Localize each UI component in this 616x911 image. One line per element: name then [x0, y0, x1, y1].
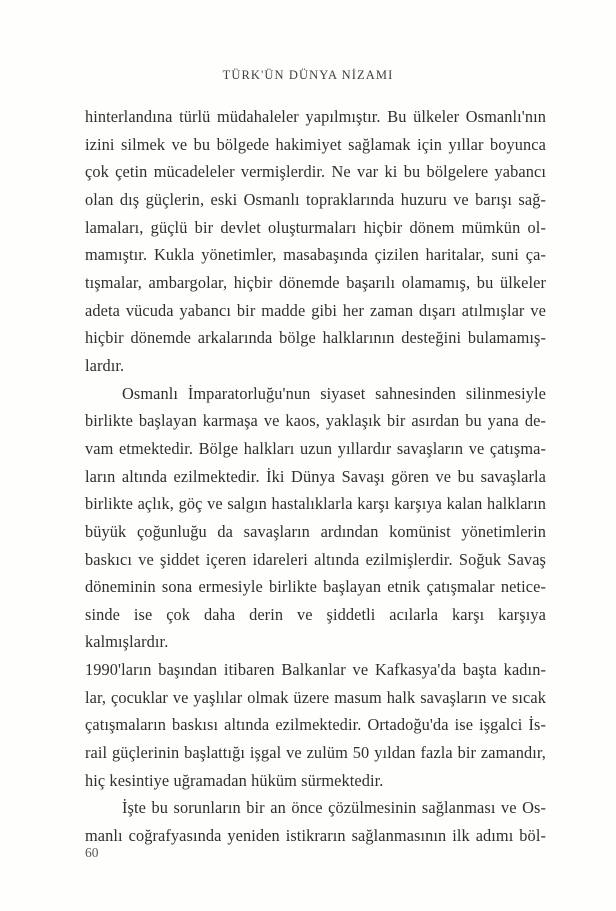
text-line: 1990'ların başından itibaren Balkanlar ve Kafkasya'da başta kadın- — [85, 660, 546, 680]
text-line: lar, çocuklar ve yaşlılar olmak üzere masum halk savaşların ve sıcak — [85, 687, 546, 707]
text-line: İşte bu sorunların bir an önce çözülmesinin sağlanması ve Os- — [122, 798, 546, 818]
text-line: adeta vücuda yabancı bir madde gibi her zaman dışarı atılmışlar ve — [85, 300, 546, 320]
text-line: mamıştır. Kukla yönetimler, masabaşında çizilen haritalar, suni ça- — [85, 245, 546, 265]
text-line: baskıcı ve şiddet içeren idareleri altında ezilmişlerdir. Soğuk Savaş — [85, 549, 546, 569]
text-line: sinde ise çok daha derin ve şiddetli acılarla karşı karşıya kalmışlardır. — [85, 604, 546, 652]
text-line: olan dış güçlerin, eski Osmanlı topraklarında huzuru ve barışı sağ- — [85, 189, 546, 209]
text-line: tışmalar, ambargolar, hiçbir dönemde başarılı olamamış, bu ülkeler — [85, 272, 546, 292]
text-line: büyük çoğunluğu da savaşların ardından komünist yönetimlerin — [85, 521, 546, 541]
text-line: ların altında ezilmektedir. İki Dünya Savaşı gören ve bu savaşlarla — [85, 466, 546, 486]
text-line: vam etmektedir. Bölge halkları uzun yıllardır savaşların ve çatışma- — [85, 438, 546, 458]
text-line: hiç kesintiye uğramadan hüküm sürmektedir. — [85, 770, 384, 790]
text-line: döneminin sona ermesiyle birlikte başlayan etnik çatışmalar netice- — [85, 577, 546, 597]
text-line: manlı coğrafyasında yeniden istikrarın sağlanmasının ilk adımı böl- — [85, 826, 546, 846]
text-line: birlikte açlık, göç ve salgın hastalıklarla karşı karşıya kalan halkların — [85, 494, 546, 514]
text-line: çok çetin mücadeleler vermişlerdir. Ne var ki bu bölgelere yabancı — [85, 162, 546, 182]
text-line: lardır. — [85, 355, 125, 375]
running-header: TÜRK'ÜN DÜNYA NİZAMI — [222, 68, 394, 82]
text-line: hinterlandına türlü müdahaleler yapılmıştır. Bu ülkeler Osmanlı'nın — [85, 107, 546, 126]
body-text — [85, 103, 546, 850]
text-line: çatışmaların baskısı altında ezilmektedir. Ortadoğu'da ise işgalci İs- — [85, 715, 546, 735]
text-line: rail güçlerinin başlattığı işgal ve zulüm 50 yıldan fazla bir zamandır, — [85, 743, 546, 763]
text-line: izini silmek ve bu bölgede hakimiyet sağlamak için yıllar boyunca — [85, 134, 546, 154]
text-line: lamaları, güçlü bir devlet oluşturmaları hiçbir dönem mümkün ol- — [85, 217, 546, 237]
page-number: 60 — [85, 845, 99, 860]
text-line: hiçbir dönemde arkalarında bölge halklarının desteğini bulamamış- — [85, 328, 546, 348]
text-line: birlikte başlayan karmaşa ve kaos, yaklaşık bir asırdan bu yana de- — [85, 411, 546, 431]
text-line: Osmanlı İmparatorluğu'nun siyaset sahnesinden silinmesiyle — [122, 383, 546, 403]
